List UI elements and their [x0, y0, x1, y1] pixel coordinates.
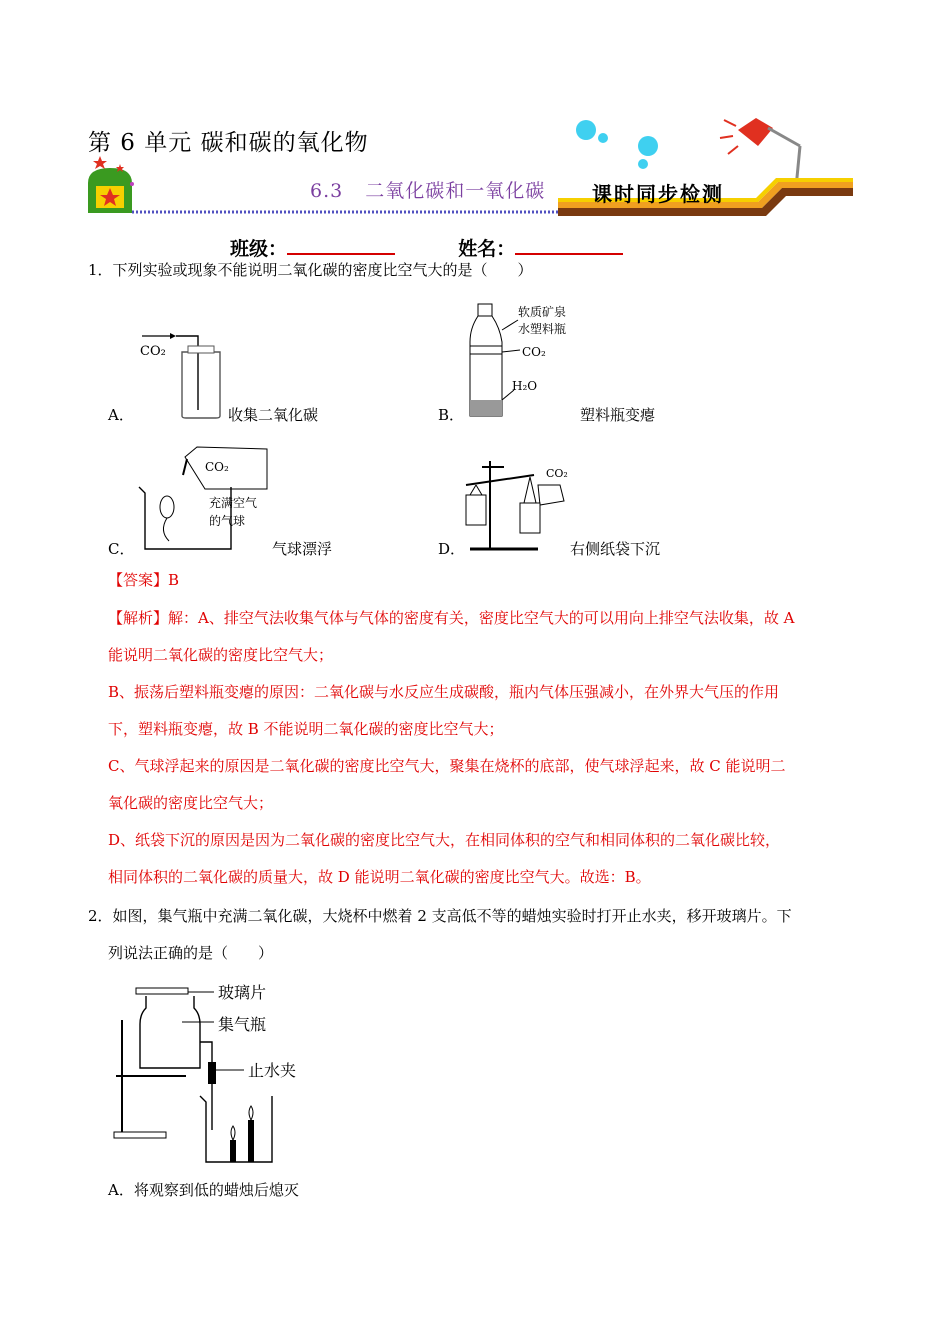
- unit-title: 第 6 单元 碳和碳的氧化物: [88, 130, 369, 156]
- svg-text:充满空气: 充满空气: [209, 496, 258, 510]
- bubble-decoration: [638, 136, 658, 156]
- question-1-stem: 1．下列实验或现象不能说明二氧化碳的密度比空气大的是（ ）: [88, 261, 533, 279]
- analysis-block: [108, 600, 868, 896]
- option-c-caption: 气球漂浮: [272, 540, 333, 558]
- option-a-caption: 收集二氧化碳: [228, 406, 319, 424]
- analysis-line: C、气球浮起来的原因是二氧化碳的密度比空气大，聚集在烧杯的底部，使气球浮起来，故 C 能说明二: [108, 757, 786, 775]
- analysis-line: 能说明二氧化碳的密度比空气大；: [108, 646, 334, 664]
- question-2-line: 列说法正确的是（ ）: [108, 944, 274, 962]
- svg-text:集气瓶: 集气瓶: [218, 1015, 267, 1034]
- figure-candle-experiment: [112, 980, 312, 1168]
- analysis-line: 相同体积的二氧化碳的质量大，故 D 能说明二氧化碳的密度比空气大。故选：B。: [108, 868, 651, 886]
- analysis-line: B、振荡后塑料瓶变瘪的原因：二氧化碳与水反应生成碳酸，瓶内气体压强减小，在外界大气压的作用: [108, 683, 780, 701]
- lamp-icon: [720, 118, 800, 188]
- option-d-letter: D．: [438, 540, 466, 558]
- analysis-line: 下，塑料瓶变瘪，故 B 不能说明二氧化碳的密度比空气大；: [108, 720, 504, 738]
- lesson-title: 二氧化碳和一氧化碳: [365, 180, 546, 202]
- svg-text:CO₂: CO₂: [205, 460, 229, 474]
- bubble-decoration: [638, 159, 648, 169]
- bubble-decoration: [576, 120, 596, 140]
- lesson-heading: [310, 176, 545, 203]
- option-c-letter: C．: [108, 540, 135, 558]
- svg-text:的气球: 的气球: [209, 514, 246, 528]
- svg-text:CO₂: CO₂: [546, 467, 568, 480]
- fig-label-co2: CO₂: [140, 344, 166, 359]
- option-b-caption: 塑料瓶变瘪: [580, 406, 656, 424]
- answer-tag: 【答案】: [108, 571, 169, 589]
- option-b-letter: B．: [438, 406, 465, 424]
- svg-text:止水夹: 止水夹: [248, 1061, 297, 1080]
- svg-text:玻璃片: 玻璃片: [218, 983, 267, 1002]
- lesson-number: 6.3: [310, 180, 344, 202]
- svg-text:CO₂: CO₂: [522, 345, 546, 359]
- bubble-decoration: [598, 133, 608, 143]
- analysis-line: 氧化碳的密度比空气大；: [108, 794, 274, 812]
- figure-gas-collection: [140, 330, 230, 422]
- figure-balloon-beaker: [135, 445, 275, 553]
- option-d-caption: 右侧纸袋下沉: [570, 540, 661, 558]
- svg-text:软质矿泉: 软质矿泉: [518, 305, 567, 319]
- answer-value: B: [168, 571, 180, 589]
- analysis-line: D、纸袋下沉的原因是因为二氧化碳的密度比空气大，在相同体积的空气和相同体积的二氧化碳比较，: [108, 831, 781, 849]
- analysis-line: 【解析】解：A、排空气法收集气体与气体的密度有关，密度比空气大的可以用向上排空气法收集，故 A: [108, 609, 795, 627]
- question-2-option-a: A．将观察到低的蜡烛后熄灭: [108, 1181, 299, 1199]
- figure-plastic-bottle: [460, 300, 590, 424]
- class-label: 班级：: [230, 238, 288, 260]
- figure-paper-bag-balance: [460, 455, 580, 555]
- question-2-line: 2．如图，集气瓶中充满二氧化碳，大烧杯中燃着 2 支高低不等的蜡烛实验时打开止水夹，移开玻璃片。下: [88, 907, 792, 925]
- answer-line: [108, 562, 868, 599]
- svg-text:水塑料瓶: 水塑料瓶: [518, 322, 567, 336]
- svg-text:H₂O: H₂O: [512, 379, 538, 393]
- option-a-letter: A．: [108, 406, 134, 424]
- name-label: 姓名：: [458, 238, 516, 260]
- lesson-badge: 课时同步检测: [592, 182, 724, 206]
- star-emblem-icon: [88, 156, 134, 213]
- question-2-stem: [88, 898, 868, 972]
